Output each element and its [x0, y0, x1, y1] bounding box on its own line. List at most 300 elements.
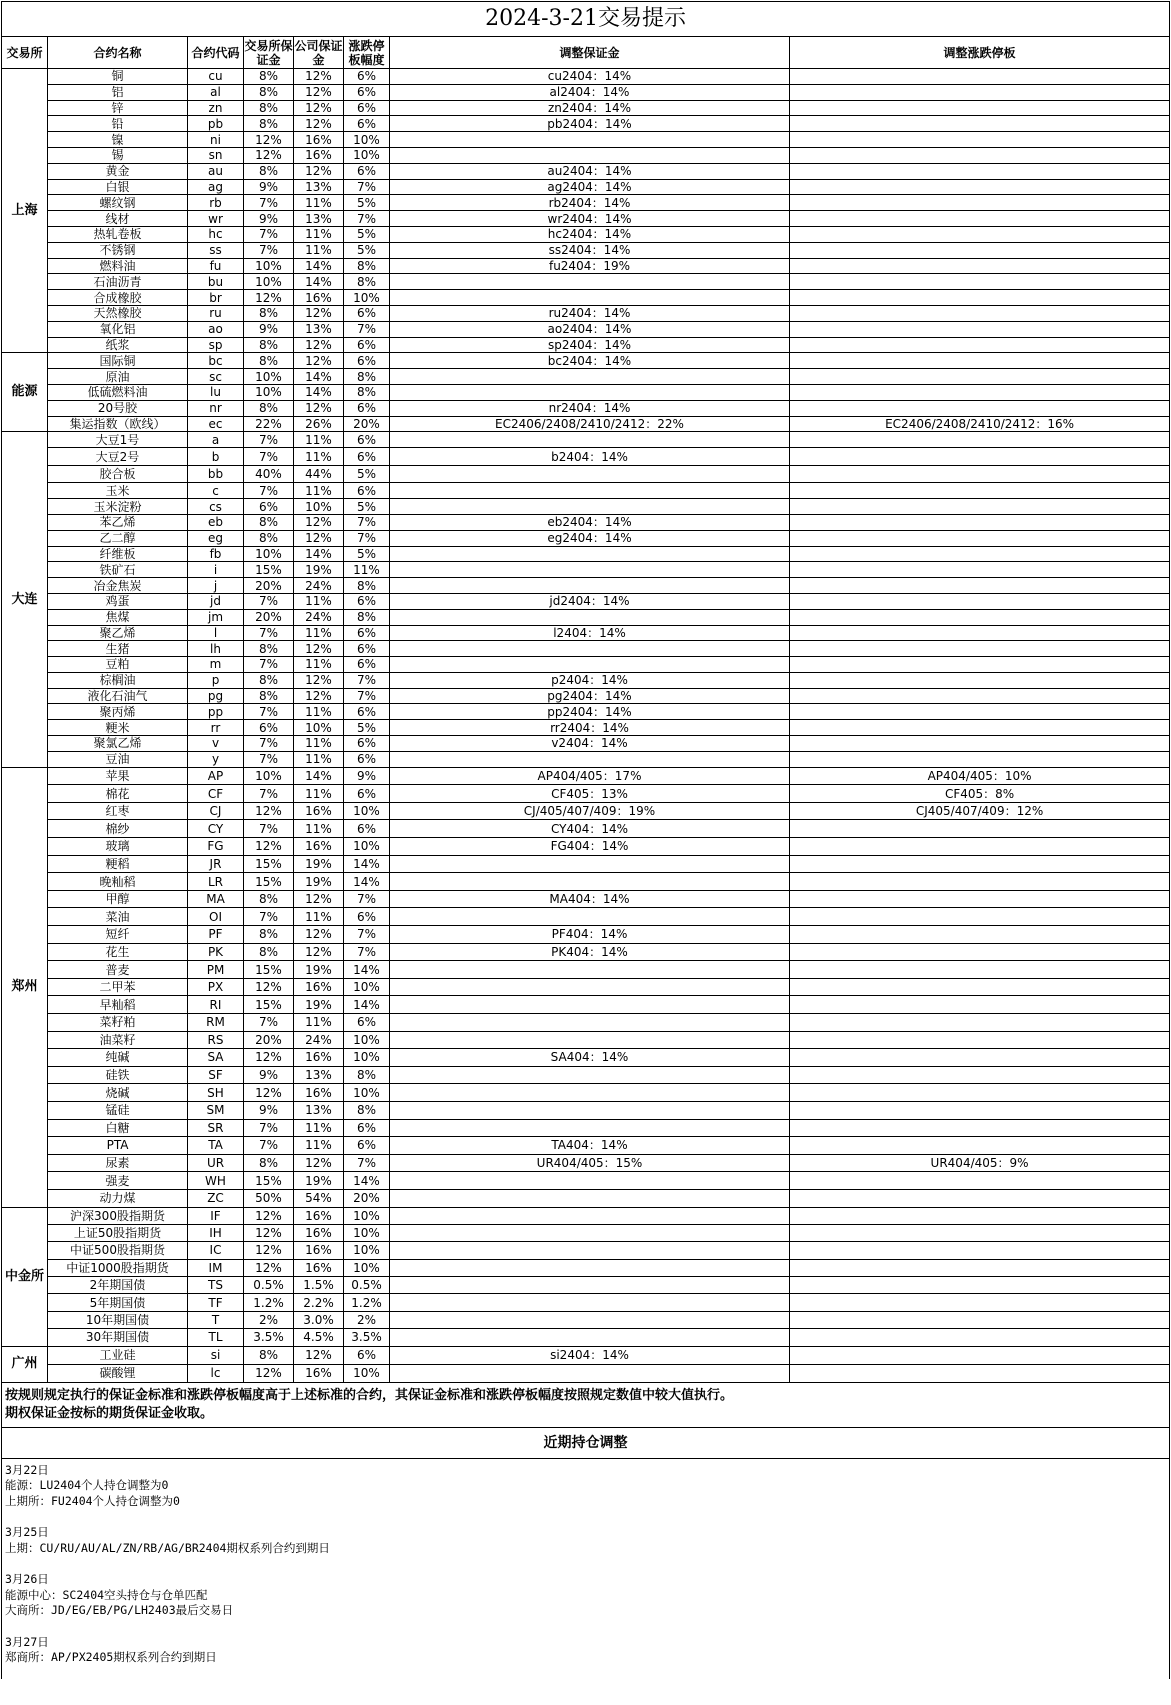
- table-row: [2, 1207, 1170, 1224]
- contract-code-cell: fu: [188, 258, 244, 274]
- exchange-margin-cell: 3.5%: [244, 1329, 294, 1346]
- adjusted-margin-cell: sp2404：14%: [390, 337, 790, 353]
- adjusted-limit-cell: [790, 704, 1170, 720]
- contract-code-cell: ao: [188, 321, 244, 337]
- price-limit-cell: 10%: [344, 1084, 390, 1102]
- table-row: [2, 838, 1170, 856]
- company-margin-cell: 16%: [294, 132, 344, 148]
- price-limit-cell: 10%: [344, 132, 390, 148]
- price-limit-cell: 9%: [344, 767, 390, 785]
- adjusted-limit-cell: UR404/405：9%: [790, 1154, 1170, 1172]
- exchange-margin-cell: 10%: [244, 369, 294, 385]
- adjusted-margin-cell: [390, 432, 790, 448]
- adjusted-margin-cell: [390, 290, 790, 306]
- contract-name-cell: 强麦: [48, 1172, 188, 1190]
- adjusted-margin-cell: CJ/405/407/409：19%: [390, 802, 790, 820]
- recent-adjustments-title: 近期持仓调整: [2, 1427, 1170, 1458]
- contract-code-cell: j: [188, 578, 244, 594]
- contract-name-cell: 铅: [48, 116, 188, 132]
- contract-code-cell: IC: [188, 1242, 244, 1259]
- price-limit-cell: 10%: [344, 978, 390, 996]
- price-limit-cell: 6%: [344, 820, 390, 838]
- contract-name-cell: 5年期国债: [48, 1294, 188, 1311]
- exchange-margin-cell: 8%: [244, 514, 294, 530]
- table-row: [2, 1189, 1170, 1207]
- adjusted-margin-cell: [390, 1224, 790, 1241]
- adjusted-margin-cell: AP404/405：17%: [390, 767, 790, 785]
- contract-code-cell: bu: [188, 274, 244, 290]
- contract-name-cell: 玻璃: [48, 838, 188, 856]
- adjusted-limit-cell: [790, 242, 1170, 258]
- adjusted-limit-cell: [790, 926, 1170, 944]
- exchange-margin-cell: 12%: [244, 1224, 294, 1241]
- adjusted-limit-cell: [790, 147, 1170, 163]
- exchange-margin-cell: 8%: [244, 641, 294, 657]
- contract-code-cell: lc: [188, 1364, 244, 1382]
- contract-name-cell: 短纤: [48, 926, 188, 944]
- adjusted-limit-cell: [790, 873, 1170, 891]
- exchange-margin-cell: 12%: [244, 1207, 294, 1224]
- adjusted-margin-cell: cu2404：14%: [390, 69, 790, 85]
- table-row: [2, 69, 1170, 85]
- contract-code-cell: WH: [188, 1172, 244, 1190]
- contract-code-cell: eg: [188, 530, 244, 546]
- table-row: [2, 546, 1170, 562]
- contract-name-cell: 线材: [48, 211, 188, 227]
- adjusted-limit-cell: [790, 1224, 1170, 1241]
- adjustment-line: 能源：LU2404个人持仓调整为0: [5, 1478, 169, 1493]
- adjusted-margin-cell: b2404：14%: [390, 448, 790, 466]
- table-row: [2, 116, 1170, 132]
- price-limit-cell: 14%: [344, 961, 390, 979]
- contract-code-cell: TL: [188, 1329, 244, 1346]
- exchange-margin-cell: 1.2%: [244, 1294, 294, 1311]
- contract-code-cell: bc: [188, 353, 244, 369]
- company-margin-cell: 16%: [294, 1049, 344, 1067]
- company-margin-cell: 44%: [294, 466, 344, 483]
- company-margin-cell: 16%: [294, 1207, 344, 1224]
- spacer: [5, 1556, 1169, 1572]
- price-limit-cell: 10%: [344, 1242, 390, 1259]
- company-margin-cell: 11%: [294, 908, 344, 926]
- adjusted-limit-cell: [790, 657, 1170, 673]
- table-row: [2, 688, 1170, 704]
- company-margin-cell: 12%: [294, 1154, 344, 1172]
- contract-name-cell: 纤维板: [48, 546, 188, 562]
- contract-name-cell: 胶合板: [48, 466, 188, 483]
- adjusted-margin-cell: [390, 1294, 790, 1311]
- exchange-margin-cell: 8%: [244, 943, 294, 961]
- contract-name-cell: 红枣: [48, 802, 188, 820]
- contract-code-cell: sp: [188, 337, 244, 353]
- exchange-margin-cell: 12%: [244, 802, 294, 820]
- company-margin-cell: 14%: [294, 384, 344, 400]
- exchange-margin-cell: 9%: [244, 1066, 294, 1084]
- table-row: [2, 337, 1170, 353]
- company-margin-cell: 11%: [294, 195, 344, 211]
- price-limit-cell: 10%: [344, 1224, 390, 1241]
- adjustment-line: 上期：CU/RU/AU/AL/ZN/RB/AG/BR2404期权系列合约到期日: [5, 1540, 330, 1555]
- contract-name-cell: 镍: [48, 132, 188, 148]
- exchange-margin-cell: 10%: [244, 274, 294, 290]
- exchange-margin-cell: 12%: [244, 147, 294, 163]
- adjustment-date: 3月25日: [5, 1525, 49, 1540]
- table-row: [2, 226, 1170, 242]
- company-margin-cell: 12%: [294, 353, 344, 369]
- exchange-margin-cell: 9%: [244, 1101, 294, 1119]
- adjusted-margin-cell: [390, 1101, 790, 1119]
- recent-adjustments-list: [2, 1458, 1170, 1679]
- adjusted-margin-cell: [390, 147, 790, 163]
- table-row: [2, 1364, 1170, 1382]
- adjusted-margin-cell: zn2404：14%: [390, 100, 790, 116]
- adjusted-margin-cell: pp2404：14%: [390, 704, 790, 720]
- contract-code-cell: lu: [188, 384, 244, 400]
- contract-code-cell: a: [188, 432, 244, 448]
- company-margin-cell: 11%: [294, 1137, 344, 1155]
- adjusted-margin-cell: [390, 1207, 790, 1224]
- table-row: [2, 1259, 1170, 1276]
- price-limit-cell: 6%: [344, 353, 390, 369]
- table-row: [2, 593, 1170, 609]
- exchange-margin-cell: 7%: [244, 593, 294, 609]
- company-margin-cell: 12%: [294, 400, 344, 416]
- exchange-margin-cell: 12%: [244, 132, 294, 148]
- table-row: [2, 1137, 1170, 1155]
- table-row: [2, 400, 1170, 416]
- price-limit-cell: 7%: [344, 321, 390, 337]
- exchange-margin-cell: 8%: [244, 69, 294, 85]
- adjusted-limit-cell: CJ405/407/409：12%: [790, 802, 1170, 820]
- table-row: [2, 466, 1170, 483]
- price-limit-cell: 7%: [344, 688, 390, 704]
- price-limit-cell: 6%: [344, 1137, 390, 1155]
- company-margin-cell: 12%: [294, 514, 344, 530]
- contract-code-cell: si: [188, 1346, 244, 1364]
- table-row: [2, 1119, 1170, 1137]
- contract-name-cell: 氧化铝: [48, 321, 188, 337]
- adjusted-margin-cell: p2404：14%: [390, 672, 790, 688]
- price-limit-cell: 6%: [344, 116, 390, 132]
- contract-name-cell: 10年期国债: [48, 1311, 188, 1328]
- table-row: [2, 1172, 1170, 1190]
- contract-name-cell: 甲醇: [48, 890, 188, 908]
- price-limit-cell: 14%: [344, 855, 390, 873]
- price-limit-cell: 14%: [344, 1172, 390, 1190]
- company-margin-cell: 12%: [294, 688, 344, 704]
- price-limit-cell: 7%: [344, 926, 390, 944]
- exchange-margin-cell: 7%: [244, 432, 294, 448]
- price-limit-cell: 6%: [344, 1346, 390, 1364]
- contract-name-cell: 二甲苯: [48, 978, 188, 996]
- contract-name-cell: 中证1000股指期货: [48, 1259, 188, 1276]
- adjusted-limit-cell: [790, 890, 1170, 908]
- table-row: [2, 514, 1170, 530]
- company-margin-cell: 11%: [294, 751, 344, 767]
- adjusted-margin-cell: si2404：14%: [390, 1346, 790, 1364]
- company-margin-cell: 11%: [294, 785, 344, 803]
- adjusted-margin-cell: [390, 1084, 790, 1102]
- adjusted-limit-cell: [790, 720, 1170, 736]
- contract-name-cell: 动力煤: [48, 1189, 188, 1207]
- adjusted-margin-cell: EC2406/2408/2410/2412：22%: [390, 416, 790, 432]
- adjusted-limit-cell: [790, 132, 1170, 148]
- adjusted-margin-cell: FG404：14%: [390, 838, 790, 856]
- contract-name-cell: 锡: [48, 147, 188, 163]
- company-margin-cell: 4.5%: [294, 1329, 344, 1346]
- adjusted-margin-cell: CY404：14%: [390, 820, 790, 838]
- company-margin-cell: 10%: [294, 720, 344, 736]
- contract-name-cell: 铝: [48, 84, 188, 100]
- price-limit-cell: 7%: [344, 514, 390, 530]
- exchange-margin-cell: 8%: [244, 305, 294, 321]
- adjusted-limit-cell: [790, 1031, 1170, 1049]
- contract-name-cell: 聚乙烯: [48, 625, 188, 641]
- table-row: [2, 84, 1170, 100]
- contract-name-cell: 油菜籽: [48, 1031, 188, 1049]
- adjusted-margin-cell: [390, 1066, 790, 1084]
- price-limit-cell: 20%: [344, 416, 390, 432]
- adjustment-line: 能源中心：SC2404空头持仓与仓单匹配: [5, 1587, 208, 1602]
- adjusted-limit-cell: [790, 562, 1170, 578]
- contract-code-cell: IF: [188, 1207, 244, 1224]
- price-limit-cell: 5%: [344, 499, 390, 515]
- company-margin-cell: 16%: [294, 1224, 344, 1241]
- adjusted-margin-cell: bc2404：14%: [390, 353, 790, 369]
- contract-code-cell: v: [188, 736, 244, 752]
- company-margin-cell: 24%: [294, 609, 344, 625]
- adjustment-date: 3月27日: [5, 1634, 49, 1649]
- exchange-margin-cell: 15%: [244, 873, 294, 891]
- contract-code-cell: IM: [188, 1259, 244, 1276]
- adjusted-margin-cell: [390, 657, 790, 673]
- contract-name-cell: 集运指数（欧线）: [48, 416, 188, 432]
- table-row: [2, 416, 1170, 432]
- company-margin-cell: 12%: [294, 69, 344, 85]
- adjusted-limit-cell: [790, 1364, 1170, 1382]
- table-row: [2, 100, 1170, 116]
- adjusted-margin-cell: wr2404：14%: [390, 211, 790, 227]
- company-margin-cell: 13%: [294, 1101, 344, 1119]
- exchange-margin-cell: 8%: [244, 890, 294, 908]
- adjusted-margin-cell: UR404/405：15%: [390, 1154, 790, 1172]
- adjusted-margin-cell: [390, 1242, 790, 1259]
- table-row: [2, 978, 1170, 996]
- adjusted-margin-cell: pg2404：14%: [390, 688, 790, 704]
- exchange-margin-cell: 12%: [244, 290, 294, 306]
- company-margin-cell: 16%: [294, 838, 344, 856]
- contract-name-cell: 液化石油气: [48, 688, 188, 704]
- contract-code-cell: cu: [188, 69, 244, 85]
- table-row: [2, 384, 1170, 400]
- price-limit-cell: 10%: [344, 802, 390, 820]
- table-row: [2, 483, 1170, 499]
- adjusted-limit-cell: [790, 384, 1170, 400]
- price-limit-cell: 5%: [344, 546, 390, 562]
- contract-code-cell: CJ: [188, 802, 244, 820]
- table-row: [2, 1066, 1170, 1084]
- adjusted-limit-cell: [790, 305, 1170, 321]
- adjusted-limit-cell: [790, 672, 1170, 688]
- contract-code-cell: RI: [188, 996, 244, 1014]
- price-limit-cell: 20%: [344, 1189, 390, 1207]
- contract-name-cell: 聚丙烯: [48, 704, 188, 720]
- price-limit-cell: 7%: [344, 1154, 390, 1172]
- exchange-cell: 中金所: [2, 1207, 48, 1346]
- adjusted-margin-cell: l2404：14%: [390, 625, 790, 641]
- contract-code-cell: wr: [188, 211, 244, 227]
- table-row: [2, 1084, 1170, 1102]
- contract-code-cell: l: [188, 625, 244, 641]
- adjustment-line: 郑商所：AP/PX2405期权系列合约到期日: [5, 1650, 217, 1665]
- price-limit-cell: 0.5%: [344, 1277, 390, 1294]
- adjusted-margin-cell: [390, 483, 790, 499]
- table-row: [2, 1224, 1170, 1241]
- company-margin-cell: 14%: [294, 258, 344, 274]
- contract-code-cell: m: [188, 657, 244, 673]
- adjusted-limit-cell: [790, 641, 1170, 657]
- price-limit-cell: 6%: [344, 483, 390, 499]
- adjusted-limit-cell: AP404/405：10%: [790, 767, 1170, 785]
- adjusted-limit-cell: [790, 1242, 1170, 1259]
- contract-name-cell: 硅铁: [48, 1066, 188, 1084]
- adjusted-margin-cell: [390, 609, 790, 625]
- adjusted-margin-cell: [390, 1364, 790, 1382]
- company-margin-cell: 12%: [294, 890, 344, 908]
- exchange-margin-cell: 10%: [244, 258, 294, 274]
- exchange-margin-cell: 7%: [244, 483, 294, 499]
- contract-name-cell: 工业硅: [48, 1346, 188, 1364]
- adjusted-margin-cell: [390, 1259, 790, 1276]
- table-row: [2, 873, 1170, 891]
- table-row: [2, 996, 1170, 1014]
- adjusted-limit-cell: [790, 751, 1170, 767]
- company-margin-cell: 19%: [294, 1172, 344, 1190]
- adjusted-limit-cell: [790, 609, 1170, 625]
- contract-code-cell: IH: [188, 1224, 244, 1241]
- contract-name-cell: 石油沥青: [48, 274, 188, 290]
- exchange-margin-cell: 50%: [244, 1189, 294, 1207]
- adjusted-limit-cell: [790, 1066, 1170, 1084]
- adjusted-margin-cell: [390, 1189, 790, 1207]
- company-margin-cell: 12%: [294, 163, 344, 179]
- contract-name-cell: 普麦: [48, 961, 188, 979]
- adjusted-limit-cell: [790, 1013, 1170, 1031]
- adjusted-margin-cell: [390, 384, 790, 400]
- contract-code-cell: T: [188, 1311, 244, 1328]
- exchange-margin-cell: 20%: [244, 1031, 294, 1049]
- company-margin-cell: 14%: [294, 767, 344, 785]
- contract-code-cell: pp: [188, 704, 244, 720]
- contract-code-cell: br: [188, 290, 244, 306]
- adjusted-limit-cell: [790, 337, 1170, 353]
- table-row: [2, 641, 1170, 657]
- table-row: [2, 1242, 1170, 1259]
- contract-code-cell: SA: [188, 1049, 244, 1067]
- exchange-margin-cell: 15%: [244, 855, 294, 873]
- contract-code-cell: y: [188, 751, 244, 767]
- contract-name-cell: 30年期国债: [48, 1329, 188, 1346]
- exchange-margin-cell: 7%: [244, 448, 294, 466]
- contract-code-cell: PX: [188, 978, 244, 996]
- adjusted-limit-cell: [790, 978, 1170, 996]
- table-row: [2, 625, 1170, 641]
- adjusted-limit-cell: [790, 226, 1170, 242]
- adjusted-margin-cell: fu2404：19%: [390, 258, 790, 274]
- company-margin-cell: 13%: [294, 179, 344, 195]
- adjusted-limit-cell: [790, 1207, 1170, 1224]
- adjusted-limit-cell: [790, 84, 1170, 100]
- price-limit-cell: 6%: [344, 100, 390, 116]
- price-limit-cell: 10%: [344, 147, 390, 163]
- exchange-margin-cell: 7%: [244, 625, 294, 641]
- price-limit-cell: 6%: [344, 163, 390, 179]
- adjusted-margin-cell: [390, 996, 790, 1014]
- table-row: [2, 802, 1170, 820]
- adjusted-margin-cell: [390, 1013, 790, 1031]
- adjusted-limit-cell: [790, 1311, 1170, 1328]
- adjusted-margin-cell: [390, 1311, 790, 1328]
- price-limit-cell: 8%: [344, 258, 390, 274]
- exchange-margin-cell: 12%: [244, 1049, 294, 1067]
- contract-code-cell: SM: [188, 1101, 244, 1119]
- adjusted-limit-cell: [790, 353, 1170, 369]
- company-margin-cell: 16%: [294, 1364, 344, 1382]
- contract-code-cell: au: [188, 163, 244, 179]
- company-margin-cell: 12%: [294, 116, 344, 132]
- header-price-limit: 涨跌停板幅度: [344, 37, 390, 69]
- contract-name-cell: 20号胶: [48, 400, 188, 416]
- table-row: [2, 211, 1170, 227]
- adjusted-limit-cell: [790, 1329, 1170, 1346]
- table-row: [2, 321, 1170, 337]
- exchange-margin-cell: 7%: [244, 736, 294, 752]
- adjusted-limit-cell: [790, 195, 1170, 211]
- adjusted-margin-cell: eb2404：14%: [390, 514, 790, 530]
- contract-name-cell: 大豆1号: [48, 432, 188, 448]
- exchange-margin-cell: 12%: [244, 978, 294, 996]
- table-body: [2, 69, 1170, 1383]
- company-margin-cell: 16%: [294, 1259, 344, 1276]
- price-limit-cell: 5%: [344, 195, 390, 211]
- adjusted-margin-cell: [390, 274, 790, 290]
- company-margin-cell: 19%: [294, 961, 344, 979]
- table-row: [2, 1346, 1170, 1364]
- contract-code-cell: PF: [188, 926, 244, 944]
- adjusted-margin-cell: [390, 466, 790, 483]
- exchange-margin-cell: 7%: [244, 226, 294, 242]
- contract-name-cell: 碳酸锂: [48, 1364, 188, 1382]
- exchange-margin-cell: 8%: [244, 530, 294, 546]
- table-row: [2, 908, 1170, 926]
- table-row: [2, 704, 1170, 720]
- company-margin-cell: 11%: [294, 736, 344, 752]
- adjusted-limit-cell: EC2406/2408/2410/2412：16%: [790, 416, 1170, 432]
- adjusted-limit-cell: [790, 1259, 1170, 1276]
- table-row: [2, 369, 1170, 385]
- contract-code-cell: UR: [188, 1154, 244, 1172]
- price-limit-cell: 5%: [344, 226, 390, 242]
- company-margin-cell: 11%: [294, 820, 344, 838]
- adjusted-margin-cell: eg2404：14%: [390, 530, 790, 546]
- adjusted-limit-cell: [790, 483, 1170, 499]
- exchange-margin-cell: 10%: [244, 546, 294, 562]
- table-row: [2, 578, 1170, 594]
- price-limit-cell: 6%: [344, 337, 390, 353]
- table-row: [2, 961, 1170, 979]
- company-margin-cell: 54%: [294, 1189, 344, 1207]
- table-row: [2, 672, 1170, 688]
